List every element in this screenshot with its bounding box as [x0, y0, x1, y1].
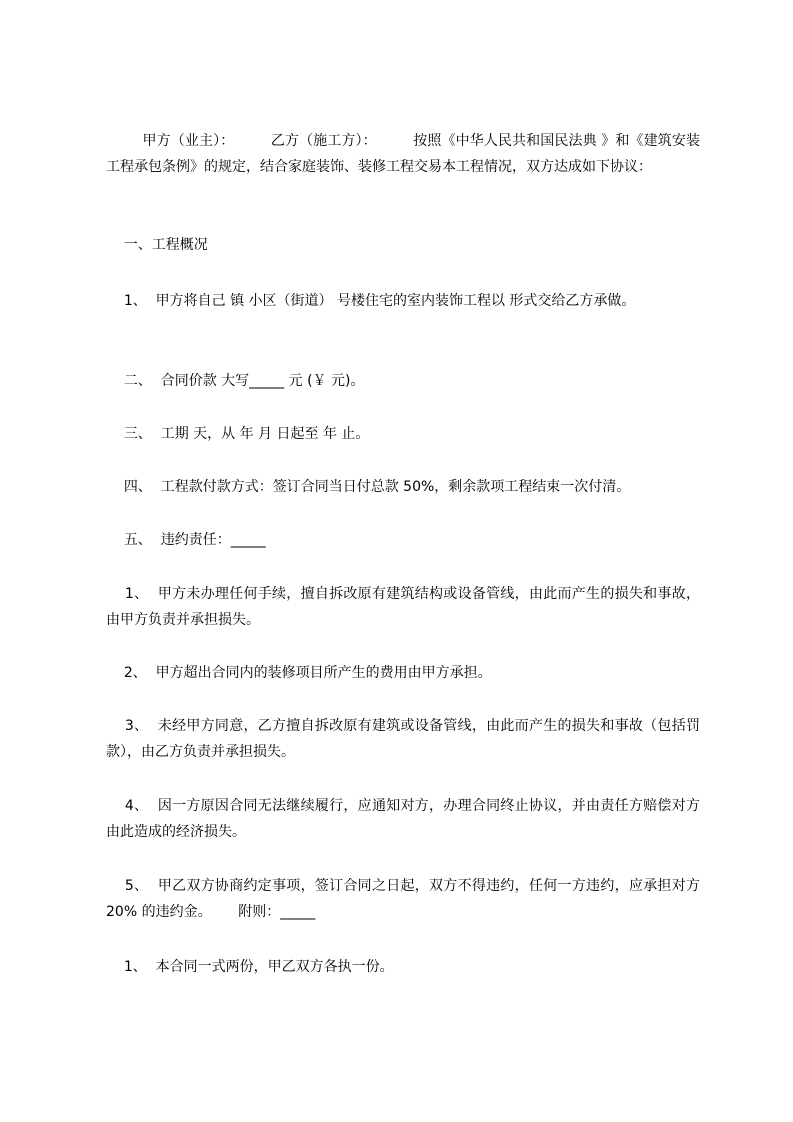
liability-item-5: 5、 甲乙双方协商约定事项，签订合同之日起，双方不得违约，任何一方违约，应承担对方 20% 的违约金。 附则：_____	[106, 878, 705, 920]
clause-payment-terms: 四、 工程款付款方式：签订合同当日付总款 50%，剩余款项工程结束一次付清。	[106, 479, 631, 495]
liability-item-3: 3、 未经甲方同意，乙方擅自拆改原有建筑或设备管线，由此而产生的损失和事故（包括罚款），由乙方负责并承担损失。	[106, 718, 700, 760]
clause-contract-price: 二、 合同价款 大写_____ 元 (￥ 元)。	[106, 373, 365, 389]
section-heading-overview: 一、工程概况	[106, 237, 208, 253]
liability-item-4: 4、 因一方原因合同无法继续履行，应通知对方，办理合同终止协议，并由责任方赔偿对方由此造成的经济损失。	[106, 798, 700, 840]
liability-item-1: 1、 甲方未办理任何手续，擅自拆改原有建筑结构或设备管线，由此而产生的损失和事故，由甲方负责并承担损失。	[106, 586, 700, 628]
liability-item-2: 2、 甲方超出合同内的装修项目所产生的费用由甲方承担。	[106, 665, 492, 681]
clause-project-scope: 1、 甲方将自己 镇 小区（街道） 号楼住宅的室内装饰工程以 形式交给乙方承做。	[106, 293, 636, 309]
clause-construction-period: 三、 工期 天，从 年 月 日起至 年 止。	[106, 426, 370, 442]
appendix-item-1: 1、 本合同一式两份，甲乙双方各执一份。	[106, 959, 394, 975]
section-heading-liability: 五、 违约责任：_____	[106, 532, 266, 548]
intro-paragraph: 甲方（业主）： 乙方（施工方）： 按照《中华人民共和国民法典 》和《建筑安装工程承包条例》的规定，结合家庭装饰、装修工程交易本工程情况，双方达成如下协议：	[106, 133, 700, 175]
